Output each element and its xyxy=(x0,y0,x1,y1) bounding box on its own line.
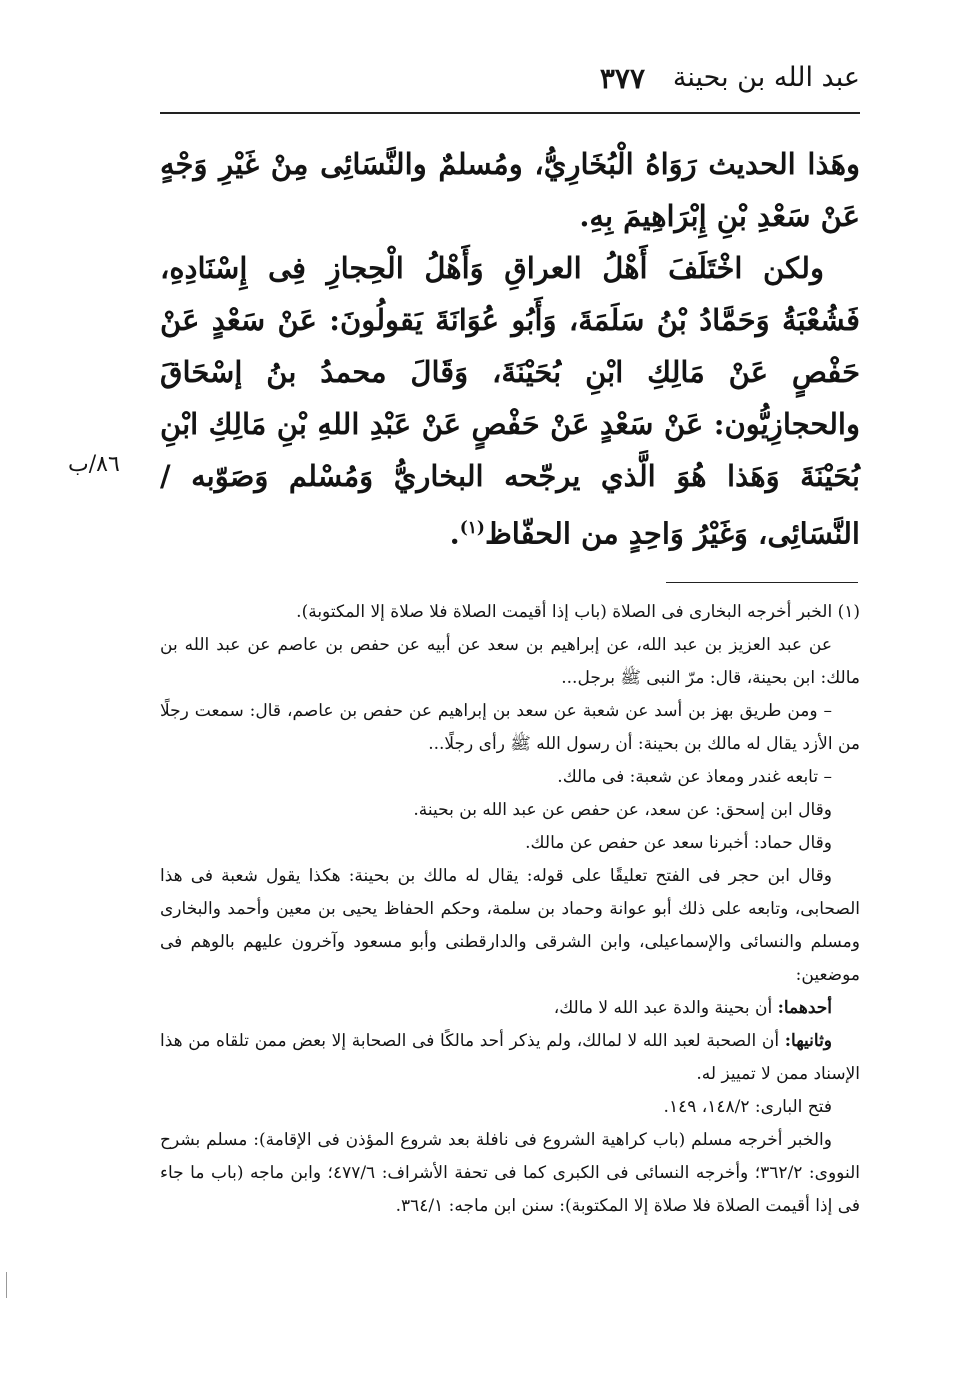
header-rule xyxy=(160,112,860,114)
margin-folio-note: ٨٦/ب xyxy=(68,452,120,477)
scan-mark xyxy=(6,1272,7,1298)
paragraph-2-text: ولكن اخْتَلَفَ أَهْلُ العراقِ وَأَهْلُ الْحِجازِ فِى إِسْنَادِهِ، فَشُعْبَةُ وَحَمَّادُ بْنُ سَلَمَةَ، وَأَبُو عُوَانَةَ يَقولُونَ: عَنْ سَعْدٍ عَنْ حَفْصٍ عَنْ مَالِكِ ابْنِ بُحَيْنَةَ، وَقَالَ محمدُ بنُ إسْحَاقَ والحجازِيُّون: عَنْ سَعْدٍ عَنْ حَفْصٍ عَنْ عَبْدِ اللهِ بْنِ مَالِكِ ابْنِ بُحَيْنَةَ وَهَذا هُوَ الَّذي يرجّحه البخاريُّ وَمُسْلم وَصَوّبه / النَّسَائِى، وَغَيْرُ وَاحِدٍ من الحفّاظ xyxy=(160,251,860,551)
running-head xyxy=(160,60,860,104)
second-point-label: وثانيها: xyxy=(784,1031,833,1051)
footnote-reference: (١) xyxy=(459,518,485,538)
footnote-line: – تابعه غندر ومعاذ عن شعبة: فى مالك. xyxy=(557,767,832,787)
footnote-line: عن عبد العزيز بن عبد الله، عن إبراهيم بن سعد عن أبيه عن حفص بن عاصم عن عبد الله بن مالك: ابن بحينة، قال: مرّ النبى ﷺ برجل... xyxy=(160,635,860,688)
second-point-text: أن الصحبة لعبد الله لا لمالك، ولم يذكر أحد مالكًا فى الصحابة إلا بعض ممن تلقاه من هذا الإسناد ممن لا تمييز له. xyxy=(160,1031,860,1084)
footnote-line xyxy=(160,1025,860,1091)
footnote-line: وقال حماد: أخبرنا سعد عن حفص عن مالك. xyxy=(525,833,832,853)
paragraph-2 xyxy=(160,242,860,560)
paragraph-2-end: . xyxy=(449,516,460,551)
footnote-rule xyxy=(666,582,858,583)
footnote-line: والخبر أخرجه مسلم (باب كراهية الشروع فى نافلة بعد شروع المؤذن فى الإقامة): مسلم بشرح النووى: ٣٦٢/٢؛ وأخرجه النسائى فى الكبرى كما فى تحفة الأشراف: ٤٧٧/٦؛ وابن ماجه (باب ما جاء فى إذا أقيمت الصلاة فلا صلاة إلا المكتوبة): سنن ابن ماجه: ٣٦٤/١. xyxy=(160,1130,860,1216)
footnotes xyxy=(160,596,860,1223)
footnote-line: وقال ابن إسحق: عن سعد، عن حفص عن عبد الله بن بحينة. xyxy=(413,800,832,820)
first-point-label: أحدهما: xyxy=(777,998,832,1018)
paragraph-1: وهَذا الحديث رَوَاهُ الْبُخَارِيُّ، ومُسلمٌ والنَّسَائِى مِنْ غَيْرِ وَجْهٍ عَنْ سَعْدِ بْنِ إِبْرَاهِيمَ بِهِ. xyxy=(160,147,860,233)
footnote-line: – ومن طريق بهز بن أسد عن شعبة عن سعد بن إبراهيم عن حفص بن عاصم، قال: سمعت رجلًا من الأزد يقال له مالك بن بحينة: أن رسول الله ﷺ رأى رجلًا... xyxy=(160,701,860,754)
running-title: عبد الله بن بحينة xyxy=(672,62,860,93)
footnote-1: (١) الخبر أخرجه البخارى فى الصلاة (باب إذا أقيمت الصلاة فلا صلاة إلا المكتوبة). xyxy=(296,602,860,622)
footnote-line: وقال ابن حجر فى الفتح تعليقًا على قوله: يقال له مالك بن بحينة: هكذا يقول شعبة فى هذا الصحابى، وتابعه على ذلك أبو عوانة وحماد بن سلمة، وحكم الحفاظ يحيى بن معين وأحمد والبخارى ومسلم والنسائى والإسماعيلى، وابن الشرقى والدارقطنى وأبو مسعود وآخرون عليهم بالوهم فى موضعين: xyxy=(160,866,860,985)
footnote-line xyxy=(160,992,860,1025)
main-text xyxy=(160,138,860,560)
footnote-line: فتح البارى: ١٤٨/٢، ١٤٩. xyxy=(663,1097,832,1117)
first-point-text: أن بحينة والدة عبد الله لا مالك، xyxy=(553,998,773,1018)
page-number: ٣٧٧ xyxy=(599,62,645,95)
